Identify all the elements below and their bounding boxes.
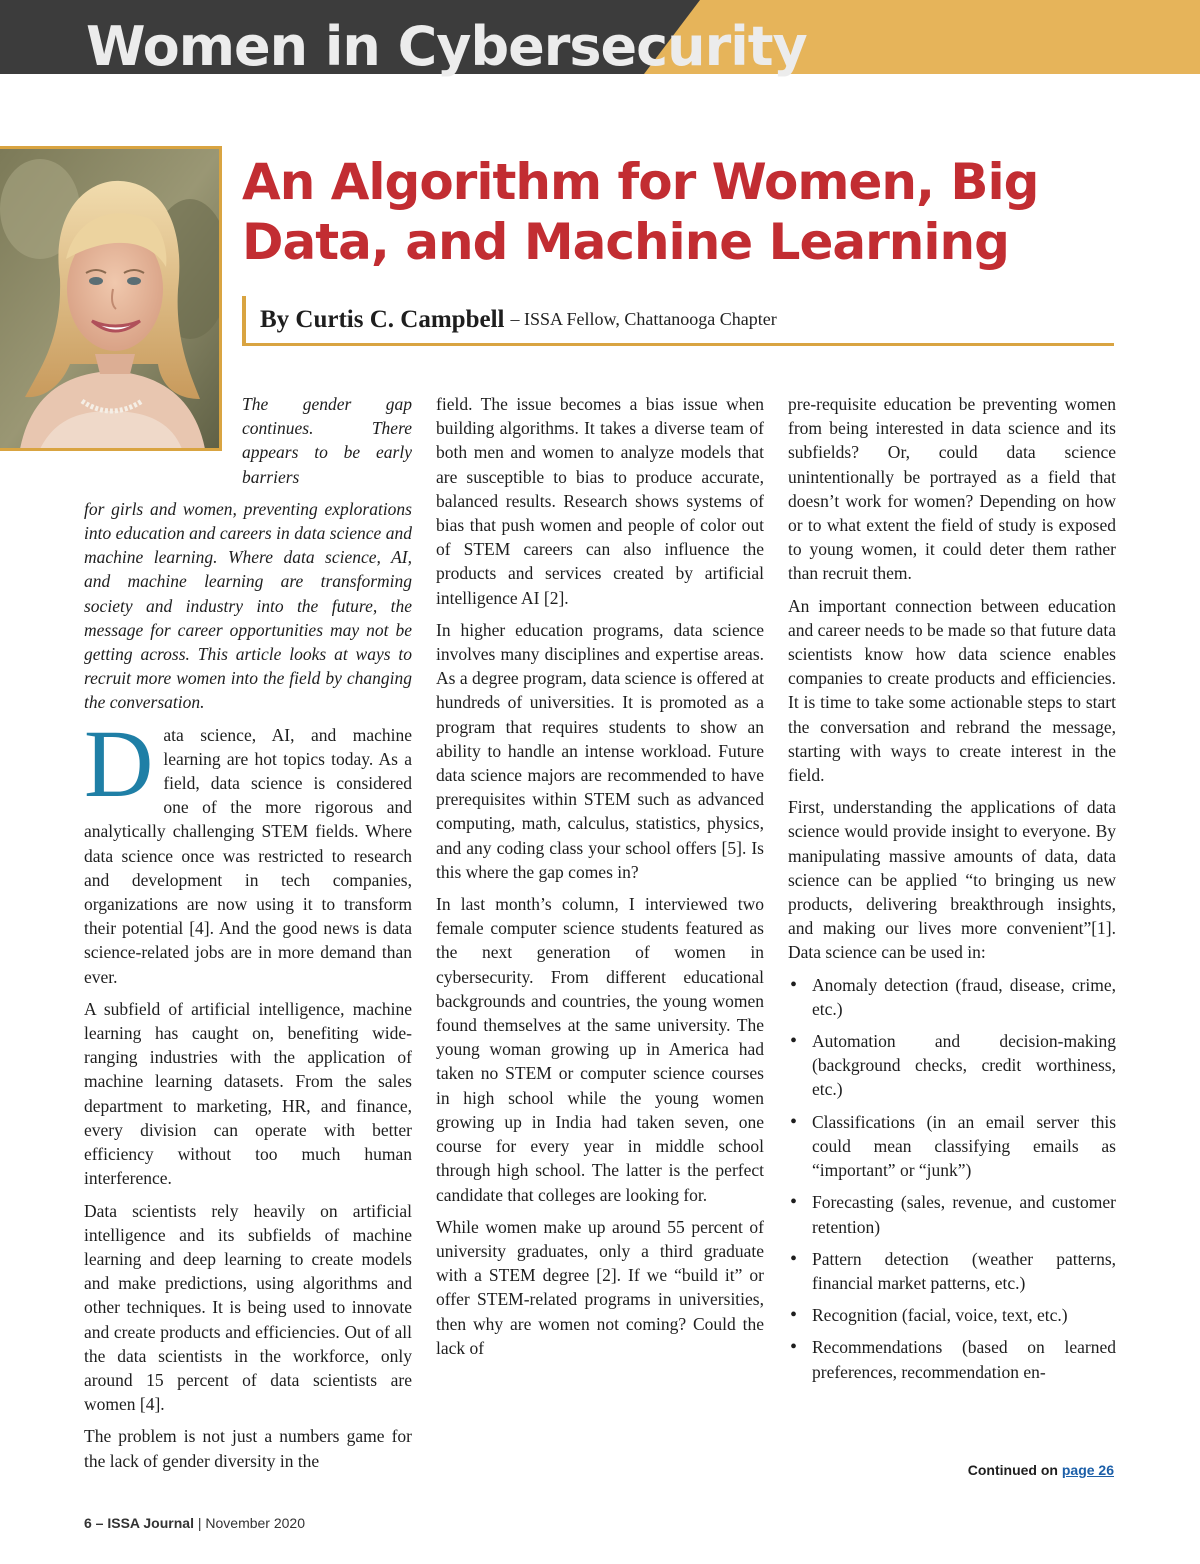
column-3 xyxy=(788,392,1116,1392)
application-list xyxy=(788,973,1116,1384)
paragraph: In higher education programs, data science involves many disciplines and expertise areas. As a degree program, data science is offered at hundreds of universities. It is promoted as a program that requires students to show an ability to handle an intense workload. Future data science majors are recommended to have prerequisites within STEM such as advanced computing, math, calculus, statistics, physics, and any coding class your school offers [5]. Is this where the gap comes in? xyxy=(436,619,764,882)
lede-intro: The gender gap continues. There appears to be early barriers xyxy=(242,394,412,487)
continued-label: Continued on xyxy=(967,1462,1058,1478)
section-title: Women in Cybersecurity xyxy=(86,15,807,78)
list-item: • Classifications (in an email server this could mean classifying emails as “important” or “junk”) xyxy=(788,1110,1116,1183)
lede-text: for girls and women, preventing explorations into education and careers in data science and machine learning. Where data science, AI, and machine learning are transforming society and industry into the future, the message for career opportunities may not be getting across. This article looks at ways to recruit more women into the field by changing the conversation. xyxy=(84,498,412,713)
list-item: • Automation and decision-making (background checks, credit worthiness, etc.) xyxy=(788,1029,1116,1102)
paragraph: A subfield of artificial intelligence, machine learning has caught on, benefiting wide-ranging industries with the application of machine learning datasets. From the sales department to marketing, HR, and finance, every division can operate with better efficiency without too much human interference. xyxy=(84,998,412,1189)
paragraph-text: ata science, AI, and machine learning are hot topics today. As a field, data science is considered one of the more rigorous and analytically challenging STEM fields. Where data science once was restricted to research and development in tech companies, organizations are now using it to transform their potential [4]. And the good news is data science-related jobs are in more demand than ever. xyxy=(84,724,412,987)
list-item: • Recognition (facial, voice, text, etc.) xyxy=(788,1303,1116,1327)
footer-page-publication: 6 – ISSA Journal xyxy=(84,1515,194,1531)
byline xyxy=(242,296,1114,346)
column-2 xyxy=(436,392,764,1368)
continued-page-link[interactable]: page 26 xyxy=(1061,1462,1114,1478)
footer-date: November 2020 xyxy=(205,1515,306,1531)
drop-cap: D xyxy=(84,709,154,817)
paragraph: In last month’s column, I interviewed two female computer science students featured as the next generation of women in cybersecurity. From different educational backgrounds and countries, the young women found themselves at the same university. The young woman growing up in America had taken no STEM or computer science courses in high school while the young women growing up in India had taken seven, one course for every year in middle school through high school. The latter is the perfect candidate that colleges are looking for. xyxy=(436,894,764,1205)
list-item: • Pattern detection (weather patterns, financial market patterns, etc.) xyxy=(788,1247,1116,1295)
list-item: • Forecasting (sales, revenue, and customer retention) xyxy=(788,1190,1116,1238)
column-1 xyxy=(84,392,412,1481)
paragraph: While women make up around 55 percent of university graduates, only a third graduate with a STEM degree [2]. If we “build it” or offer STEM-related programs in universities, then why are women not coming? Could the lack of xyxy=(436,1216,764,1358)
article-title: An Algorithm for Women, Big Data, and Machine Learning xyxy=(242,153,1039,271)
list-item: • Recommendations (based on learned preferences, recommendation en- xyxy=(788,1335,1116,1383)
paragraph: First, understanding the applications of data science would provide insight to everyone. By manipulating massive amounts of data, data science can be applied “to bringing us new products, delivering breakthrough insights, and making our lives more convenient”[1]. Data science can be used in: xyxy=(788,797,1116,963)
paragraph xyxy=(84,709,412,989)
continued-note xyxy=(968,1462,1114,1478)
byline-affiliation: – ISSA Fellow, Chattanooga Chapter xyxy=(510,309,777,329)
footer-separator: | xyxy=(197,1515,202,1531)
list-item: • Anomaly detection (fraud, disease, crime, etc.) xyxy=(788,973,1116,1021)
paragraph: field. The issue becomes a bias issue when building algorithms. It takes a diverse team of both men and women to analyze models that are susceptible to bias to produce accurate, balanced results. Research shows systems of bias that push women and people of color out of STEM careers can also influence the products and services created by artificial intelligence AI [2]. xyxy=(436,394,764,608)
paragraph: An important connection between education and career needs to be made so that future data scientists know how data science enables companies to create products and efficiencies. It is time to take some actionable steps to start the conversation and rebrand the message, starting with ways to create interest in the field. xyxy=(788,595,1116,786)
paragraph: The problem is not just a numbers game for the lack of gender diversity in the xyxy=(84,1426,412,1471)
byline-author: By Curtis C. Campbell xyxy=(260,305,505,333)
paragraph: Data scientists rely heavily on artificial intelligence and its subfields of machine learning and deep learning to create models and make predictions, using algorithms and other techniques. It is being used to innovate and create products and efficiencies. Out of all the data scientists in the workforce, only around 15 percent of data scientists are women [4]. xyxy=(84,1200,412,1415)
page-footer xyxy=(84,1515,305,1531)
paragraph: pre-requisite education be preventing women from being interested in data science and its subfields? Or, could data science unintentionally be portrayed as a field that doesn’t work for women? Depending on how or to what extent the field of study is exposed to young women, it could deter them rather than recruit them. xyxy=(788,394,1116,584)
section-banner xyxy=(0,0,1200,78)
